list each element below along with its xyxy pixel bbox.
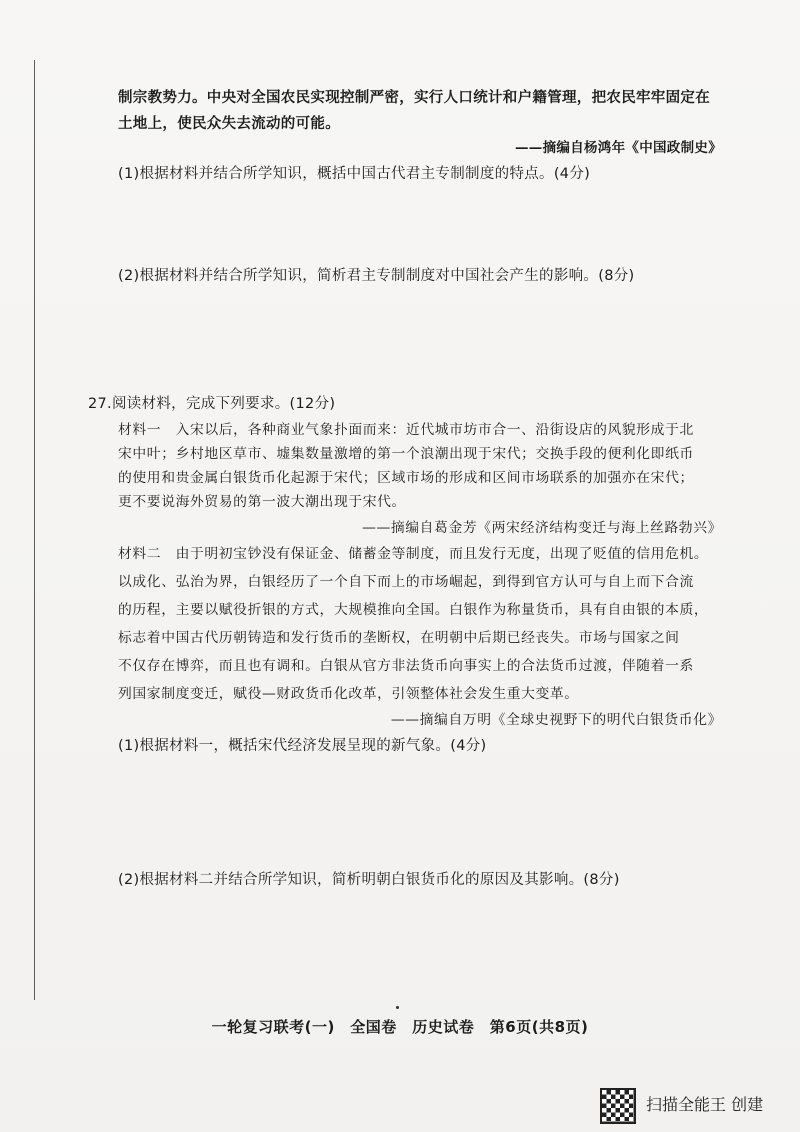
material-one-line: 更不要说海外贸易的第一波大潮出现于宋代。 xyxy=(118,494,406,510)
question-27-heading: 27.阅读材料，完成下列要求。(12分) xyxy=(88,396,336,412)
material-one-line: 的使用和贵金属白银货币化起源于宋代；区域市场的形成和区间市场联系的加强亦在宋代； xyxy=(118,470,694,486)
question-26-1: (1)根据材料并结合所学知识，概括中国古代君主专制制度的特点。(4分) xyxy=(118,166,591,182)
source-citation: ——摘编自万明《全球史视野下的明代白银货币化》 xyxy=(390,712,722,728)
question-26-2: (2)根据材料并结合所学知识，简析君主专制制度对中国社会产生的影响。(8分) xyxy=(118,268,635,284)
question-27-1: (1)根据材料一，概括宋代经济发展呈现的新气象。(4分) xyxy=(118,738,487,754)
page-footer: 一轮复习联考(一) 全国卷 历史试卷 第6页(共8页) xyxy=(211,1018,589,1036)
source-citation: ——摘编自杨鸿年《中国政制史》 xyxy=(515,140,722,156)
scanner-watermark: 扫描全能王 创建 xyxy=(646,1095,764,1114)
material-two-line: 以成化、弘治为界，白银经历了一个自下而上的市场崛起，到得到官方认可与自上而下合流 xyxy=(118,574,694,590)
question-27-2: (2)根据材料二并结合所学知识，简析明朝白银货币化的原因及其影响。(8分) xyxy=(118,872,620,888)
material-two-line: 列国家制度变迁，赋役—财政货币化改革，引领整体社会发生重大变革。 xyxy=(118,686,579,702)
decorative-dot xyxy=(396,1006,399,1009)
source-citation: ——摘编自葛金芳《两宋经济结构变迁与海上丝路勃兴》 xyxy=(362,520,722,536)
material-two-line: 不仅存在博弈，而且也有调和。白银从官方非法货币向事实上的合法货币过渡，伴随着一系 xyxy=(118,658,694,674)
material-text-line: 制宗教势力。中央对全国农民实现控制严密，实行人口统计和户籍管理，把农民牢牢固定在 xyxy=(118,89,710,106)
material-two-line: 材料二 由于明初宝钞没有保证金、储蓄金等制度，而且发行无度，出现了贬值的信用危机。 xyxy=(118,546,709,562)
material-one-line: 材料一 入宋以后，各种商业气象扑面而来：近代城市坊市合一、沿街设店的风貌形成于北 xyxy=(118,422,694,438)
material-two-line: 标志着中国古代历朝铸造和发行货币的垄断权，在明朝中后期已经丧失。市场与国家之间 xyxy=(118,630,680,646)
qr-code-icon xyxy=(600,1088,636,1124)
binding-margin-line xyxy=(34,60,35,1000)
material-text-line: 土地上，使民众失去流动的可能。 xyxy=(118,115,340,132)
material-one-line: 宋中叶；乡村地区草市、墟集数量激增的第一个浪潮出现于宋代；交换手段的便利化即纸币 xyxy=(118,446,694,462)
material-two-line: 的历程，主要以赋役折银的方式，大规模推向全国。白银作为称量货币，具有自由银的本质， xyxy=(118,602,709,618)
